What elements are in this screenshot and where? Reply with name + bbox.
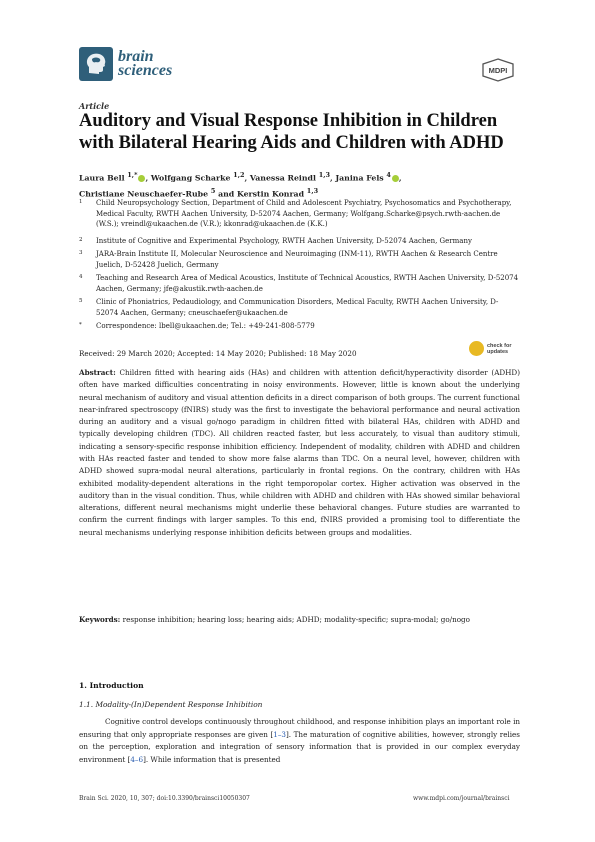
keywords-label: Keywords: [79,615,121,624]
paper-title: Auditory and Visual Response Inhibition in Children with Bilateral Hearing Aids and Children with ADHD [79,111,504,153]
journal-logo [79,47,172,81]
author-name: Vanessa Reindl [249,173,316,183]
journal-name-line1: brain [118,48,154,65]
check-updates-icon [469,341,484,356]
subsection-heading: 1.1. Modality-(In)Dependent Response Inhibition [79,700,263,709]
publisher-name: MDPI [488,66,508,75]
author-name: Kerstin Konrad [236,189,305,199]
keywords [79,614,520,626]
affiliation-1: 1 Child Neuropsychology Section, Department of Child and Adolescent Psychiatry, Psychosomatics and Psychotherapy, Medical Faculty, RWTH Aachen University, D-52074 Aachen, Germany; Wolfgang.Scharke@psych.rwth-aachen.de (W.S.); vreindl@ukaachen.de (V.R.); kkonrad@ukaachen.de (K.K.) [79,199,512,228]
orcid-icon[interactable] [392,175,399,182]
abstract-label: Abstract: [79,368,116,377]
publication-dates: Received: 29 March 2020; Accepted: 14 May 2020; Published: 18 May 2020 [79,349,357,358]
journal-name-line2: sciences [118,62,173,79]
brain-head-icon [79,47,113,81]
section-heading: 1. Introduction [79,681,144,690]
orcid-icon[interactable] [138,175,145,182]
affiliation-5: 5 Clinic of Phoniatrics, Pedaudiology, and Communication Disorders, Medical Faculty, RWTH Aachen University, D-52074 Aachen, Germany; cneuschaefer@ukaachen.de [79,298,499,317]
citation-link[interactable]: 4–6 [130,754,144,764]
footer-url[interactable]: www.mdpi.com/journal/brainsci [413,795,510,802]
abstract [79,367,520,539]
author-list: Laura Bell $^{1,*}$ , Wolfgang Scharke $^{1,2}$, Vanessa Reindl $^{1,3}$, Janina Fels $^4$ , Christiane Neuschaefer-Rube $^5$ and Kerstin Konrad $^{1,3}$ [79,171,402,199]
check-for-updates-badge[interactable]: check for updates [469,341,511,356]
intro-paragraph: Cognitive control develops continuously throughout childhood, and response inhibition plays an important role in ensuring that only appropriate responses are given [1–3]. The maturation of cognitive abilities, however, strongly relies on the perception, exploration and integration of sensory information that is provided in our complex everyday environment [4–6]. While information that is presented [79,717,520,764]
author-name: Christiane Neuschaefer-Rube [79,189,209,199]
author-name: Wolfgang Scharke [150,173,231,183]
author-name: Laura Bell [79,173,125,183]
affiliation-4: 4 Teaching and Research Area of Medical Acoustics, Institute of Technical Acoustics, RWTH Aachen University, D-52074 Aachen, Germany; jfe@akustik.rwth-aachen.de [79,274,519,293]
affiliation-3: 3 JARA-Brain Institute II, Molecular Neuroscience and Neuroimaging (INM-11), RWTH Aachen & Research Centre Juelich, D-52428 Juelich, Germany [79,250,498,269]
keywords-text: response inhibition; hearing loss; hearing aids; ADHD; modality-specific; supra-modal; go/nogo [122,615,470,624]
article-type: Article [79,101,110,111]
citation-link[interactable]: 1–3 [273,729,286,739]
author-name: Janina Fels [335,173,384,183]
affiliation-2: 2 Institute of Cognitive and Experimental Psychology, RWTH Aachen University, D-52074 Aachen, Germany [79,237,472,245]
abstract-text: Children fitted with hearing aids (HAs) and children with attention deficit/hyperactivity disorder (ADHD) often have marked difficulties concentrating in noisy environments. However, little is known about the underlying neural mechanism of auditory and visual attention deficits in a direct comparison of both groups. The current functional near-infrared spectroscopy (fNIRS) study was the first to investigate the behavioral performance and neural activation during an auditory and a visual go/nogo paradigm in children fitted with bilateral HAs, children with ADHD and typically developing children (TDC). All children reacted faster, but less accurately, to visual than auditory stimuli, indicating a sensory-specific response inhibition efficiency. Independent of modality, children with ADHD and children with HAs reacted faster and tended to show more false alarms than TDC. On a neural level, however, children with ADHD showed supra-modal neural alterations, particularly in frontal regions. On the contrary, children with HAs exhibited modality-dependent alterations in the right temporopolar cortex. Higher activation was observed in the auditory than in the visual condition. Thus, while children with ADHD and children with HAs showed similar behavioral alterations, different neural mechanisms might underlie these behavioral changes. Future studies are warranted to confirm the current findings with larger samples. To this end, fNIRS provided a promising tool to differentiate the neural mechanisms underlying response inhibition deficits between groups and modalities. [79,368,520,537]
footer-citation: Brain Sci. 2020, 10, 307; doi:10.3390/brainsci10050307 [79,795,250,802]
mdpi-logo [481,58,515,82]
correspondence: * Correspondence: lbell@ukaachen.de; Tel.: +49-241-808-5779 [79,322,315,330]
